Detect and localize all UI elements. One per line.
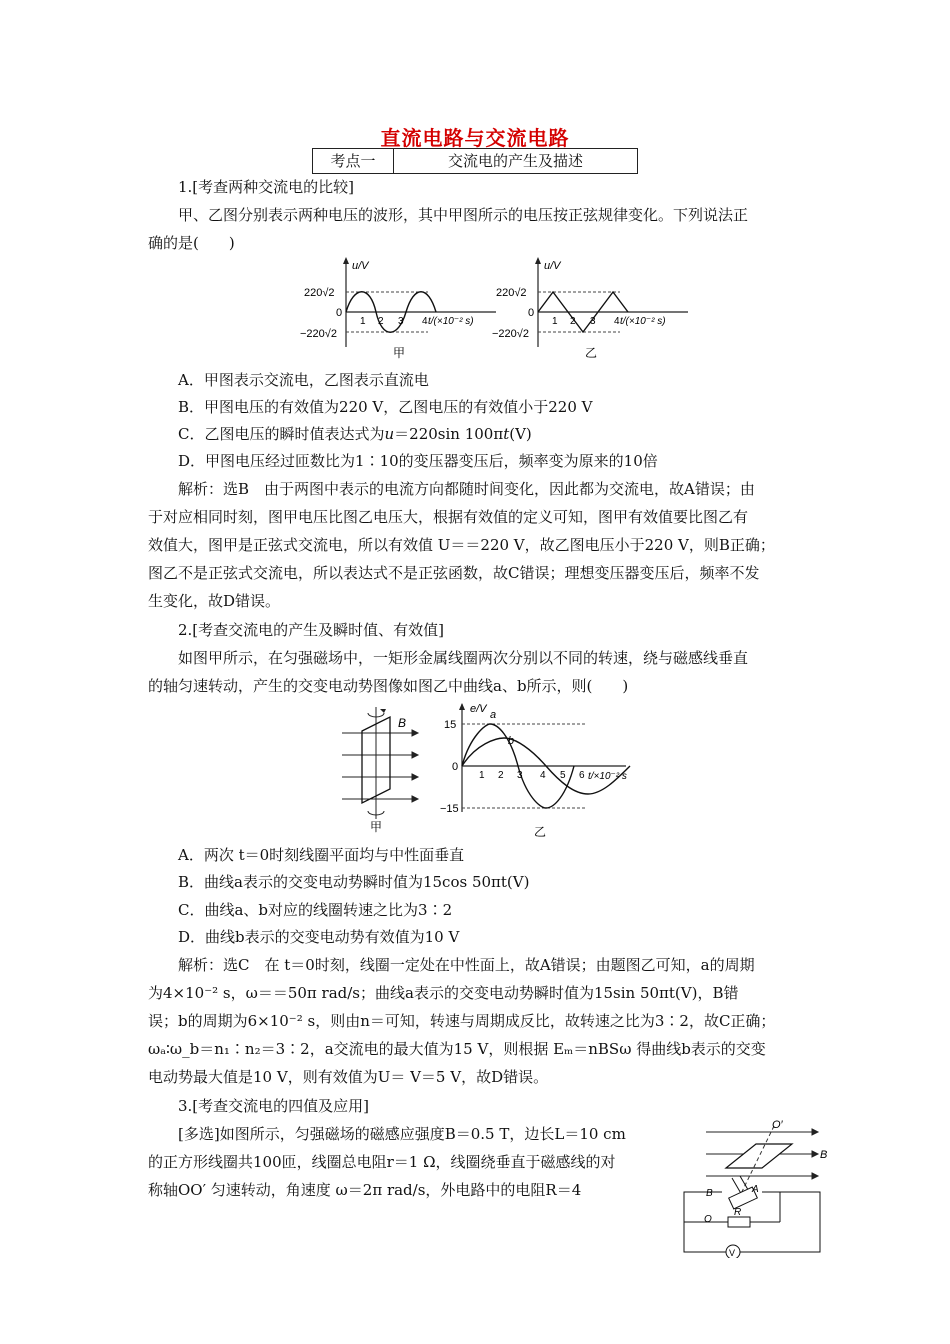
- q2-heading: 2.[考查交流电的产生及瞬时值、有效值]: [178, 621, 445, 639]
- q2-tick-2: 2: [498, 770, 504, 781]
- q2-curve-b-label: b: [508, 735, 515, 747]
- q2-figure-yi: [436, 700, 656, 844]
- q2-option-b: B．曲线a表示的交变电动势瞬时值为15cos 50πt(V): [178, 873, 530, 891]
- q1-jia-caption: 甲: [393, 346, 406, 360]
- q3-axis-o-label: O: [704, 1214, 712, 1225]
- q3-heading: 3.[考查交流电的四值及应用]: [178, 1097, 370, 1115]
- q1-jia-bottom-label: −220√2: [300, 328, 337, 340]
- q2-analysis-line2: 为4×10⁻² s，ω＝＝50π rad/s；曲线a表示的交变电动势瞬时值为15sin 50πt(V)，B错: [148, 984, 739, 1002]
- q2-option-c: C．曲线a、b对应的线圈转速之比为3∶2: [178, 901, 453, 919]
- q3-brush-a-label: A: [752, 1184, 759, 1195]
- q1-jia-top-label: 220√2: [304, 287, 335, 299]
- q2-tick-3: 3: [517, 770, 523, 781]
- page-title: 直流电路与交流电路: [380, 126, 570, 150]
- q1-yi-tick-3: 3: [590, 316, 596, 327]
- q1-yi-y-axis-label: u/V: [544, 260, 561, 272]
- section-name: 交流电的产生及描述: [447, 152, 583, 170]
- q3-brush-b-label: B: [706, 1188, 713, 1199]
- q1-analysis-line4: 图乙不是正弦式交流电，所以表达式不是正弦函数，故C错误；理想变压器变压后，频率不发: [148, 564, 760, 582]
- q1-jia-tick-3: 3: [398, 316, 404, 327]
- q1-analysis-line2: 于对应相同时刻，图甲电压比图乙电压大，根据有效值的定义可知，图甲有效值要比图乙有: [148, 508, 749, 526]
- q2-curve-a-label: a: [490, 709, 497, 721]
- q2-analysis-line1: 解析：选C 在 t＝0时刻，线圈一定处在中性面上，故A错误；由题图乙可知，a的周期: [178, 956, 755, 974]
- q1-yi-top-label: 220√2: [496, 287, 527, 299]
- q2-y-axis-label: e/V: [470, 703, 487, 715]
- q2-field-b-label: B: [398, 716, 407, 730]
- q1-stem-line1: 甲、乙图分别表示两种电压的波形，其中甲图所示的电压按正弦规律变化。下列说法正: [178, 206, 749, 224]
- q2-tick-5: 5: [560, 770, 566, 781]
- q1-jia-t-axis-label: t/(×10⁻² s): [428, 316, 474, 327]
- q1-analysis-line1: 解析：选B 由于两图中表示的电流方向都随时间变化，因此都为交流电，故A错误；由: [178, 480, 755, 498]
- q3-stem-line2: 的正方形线圈共100匝，线圈总电阻r＝1 Ω，线圈绕垂直于磁感线的对: [148, 1153, 616, 1171]
- q2-stem-line2: 的轴匀速转动，产生的交变电动势图像如图乙中曲线a、b所示，则( ): [148, 677, 629, 695]
- q2-analysis-line3: 误；b的周期为6×10⁻² s，则由n＝可知，转速与周期成反比，故转速之比为3∶2，故C正确；: [148, 1012, 776, 1030]
- q1-jia-tick-2: 2: [378, 316, 384, 327]
- q1-figure-yi: [490, 255, 690, 367]
- q2-yi-caption: 乙: [534, 825, 547, 839]
- q1-option-c: C．乙图电压的瞬时值表达式为u＝220sin 100πt(V): [178, 425, 532, 443]
- q2-tick-4: 4: [540, 770, 546, 781]
- section-header: [312, 148, 638, 174]
- q2-jia-caption: 甲: [370, 820, 383, 834]
- section-number: 考点一: [313, 149, 394, 173]
- q1-jia-y-axis-label: u/V: [352, 260, 369, 272]
- q1-yi-caption: 乙: [585, 346, 598, 360]
- q1-option-a: A．甲图表示交流电，乙图表示直流电: [178, 371, 429, 389]
- q3-figure: [670, 1118, 830, 1262]
- q1-yi-zero-label: 0: [528, 307, 535, 319]
- q2-tick-1: 1: [479, 770, 485, 781]
- q1-yi-bottom-label: −220√2: [492, 328, 529, 340]
- q1-jia-tick-4: 4: [422, 316, 428, 327]
- q1-analysis-line3: 效值大，图甲是正弦式交流电，所以有效值 U＝＝220 V，故乙图电压小于220 V，则B正确；: [148, 536, 775, 554]
- q2-analysis-line5: 电动势最大值是10 V，则有效值为U＝ V＝5 V，故D错误。: [148, 1068, 549, 1086]
- q2-figure-jia: [338, 703, 428, 839]
- q1-figure-jia: [298, 255, 498, 367]
- q1-yi-tick-4: 4: [614, 316, 620, 327]
- q2-option-d: D．曲线b表示的交变电动势有效值为10 V: [178, 928, 460, 946]
- q1-yi-tick-2: 2: [570, 316, 576, 327]
- q1-jia-zero-label: 0: [336, 307, 343, 319]
- q1-option-b: B．甲图电压的有效值为220 V，乙图电压的有效值小于220 V: [178, 398, 593, 416]
- q2-tick-6: 6: [579, 770, 585, 781]
- q1-analysis-line5: 生变化，故D错误。: [148, 592, 281, 610]
- q3-voltmeter-label: V: [729, 1248, 736, 1258]
- q1-jia-tick-1: 1: [360, 316, 366, 327]
- q2-top-label: 15: [444, 719, 457, 731]
- q2-option-a: A．两次 t＝0时刻线圈平面均与中性面垂直: [178, 846, 465, 864]
- q3-stem-line3: 称轴OO′ 匀速转动，角速度 ω＝2π rad/s，外电路中的电阻R＝4: [148, 1181, 582, 1199]
- q3-stem-line1: [多选]如图所示，匀强磁场的磁感应强度B＝0.5 T，边长L＝10 cm: [178, 1125, 626, 1143]
- q1-stem-line2: 确的是( ): [148, 234, 235, 252]
- q1-yi-t-axis-label: t/(×10⁻² s): [620, 316, 666, 327]
- q3-resistor-label: R: [734, 1207, 742, 1218]
- q1-heading: 1.[考查两种交流电的比较]: [178, 178, 355, 196]
- q2-bottom-label: −15: [440, 803, 459, 815]
- q2-stem-line1: 如图甲所示，在匀强磁场中，一矩形金属线圈两次分别以不同的转速，绕与磁感线垂直: [178, 649, 749, 667]
- q1-option-d: D．甲图电压经过匝数比为1∶10的变压器变压后，频率变为原来的10倍: [178, 452, 658, 470]
- q1-yi-tick-1: 1: [552, 316, 558, 327]
- q3-axis-o-prime-label: O′: [772, 1119, 783, 1131]
- q3-field-b-label-arrow: B: [820, 1149, 828, 1161]
- q2-t-axis-label: t/×10⁻² s: [588, 771, 627, 782]
- q2-analysis-line4: ωₐ∶ω_b＝n₁∶n₂＝3∶2，a交流电的最大值为15 V，则根据 Eₘ＝nBSω 得曲线b表示的交变: [148, 1040, 766, 1058]
- q2-zero-label: 0: [452, 761, 459, 773]
